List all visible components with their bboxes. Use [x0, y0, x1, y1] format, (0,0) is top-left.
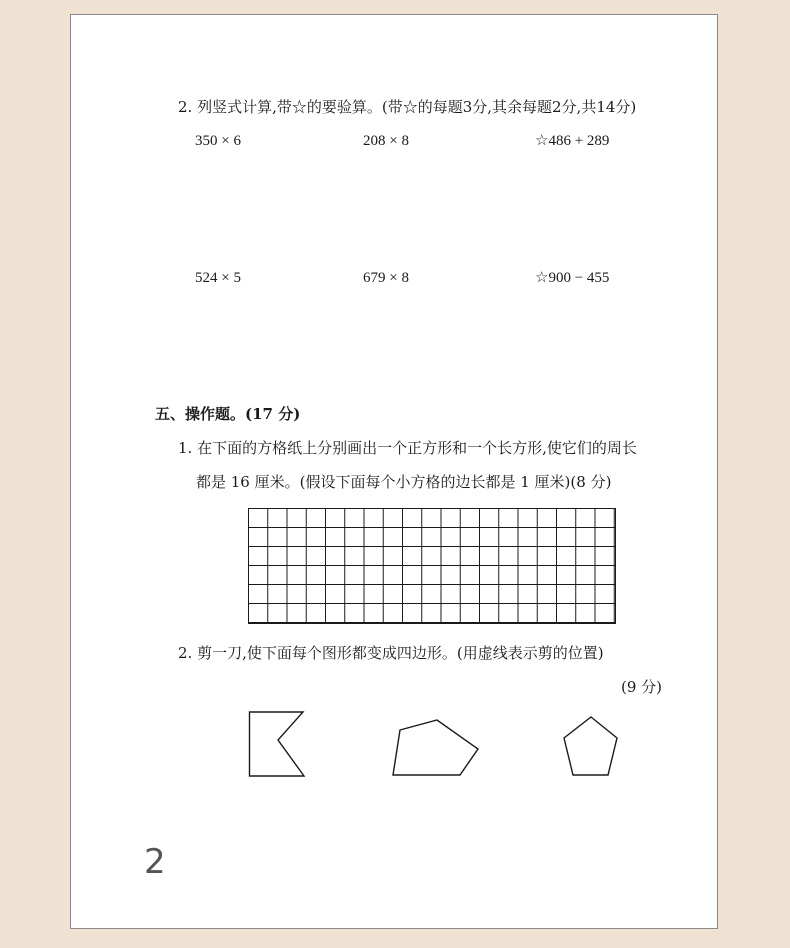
section-5-heading: 五、操作题。(17 分) — [155, 405, 301, 423]
operation-q2-line1: 2. 剪一刀,使下面每个图形都变成四边形。(用虚线表示剪的位置) — [178, 644, 604, 662]
page-number: 2 — [144, 842, 166, 882]
operation-q1-line1: 1. 在下面的方格纸上分别画出一个正方形和一个长方形,使它们的周长 — [178, 439, 637, 457]
operation-q2-score: (9 分) — [621, 678, 663, 696]
expression-208x8: 208 × 8 — [363, 133, 409, 149]
expression-900minus455: ☆900 − 455 — [535, 270, 610, 286]
irregular-pentagon-icon[interactable] — [390, 718, 482, 780]
expression-679x8: 679 × 8 — [363, 270, 409, 286]
regular-pentagon-icon[interactable] — [562, 715, 620, 778]
expression-486plus289: ☆486 + 289 — [535, 133, 610, 149]
expression-350x6: 350 × 6 — [195, 133, 241, 149]
expression-524x5: 524 × 5 — [195, 270, 241, 286]
question-2-title: 2. 列竖式计算,带☆的要验算。(带☆的每题3分,其余每题2分,共14分) — [178, 98, 637, 116]
square-grid-paper[interactable] — [248, 508, 616, 624]
operation-q1-line2: 都是 16 厘米。(假设下面每个小方格的边长都是 1 厘米)(8 分) — [196, 473, 612, 491]
pentagon-notched-icon[interactable] — [248, 710, 310, 778]
